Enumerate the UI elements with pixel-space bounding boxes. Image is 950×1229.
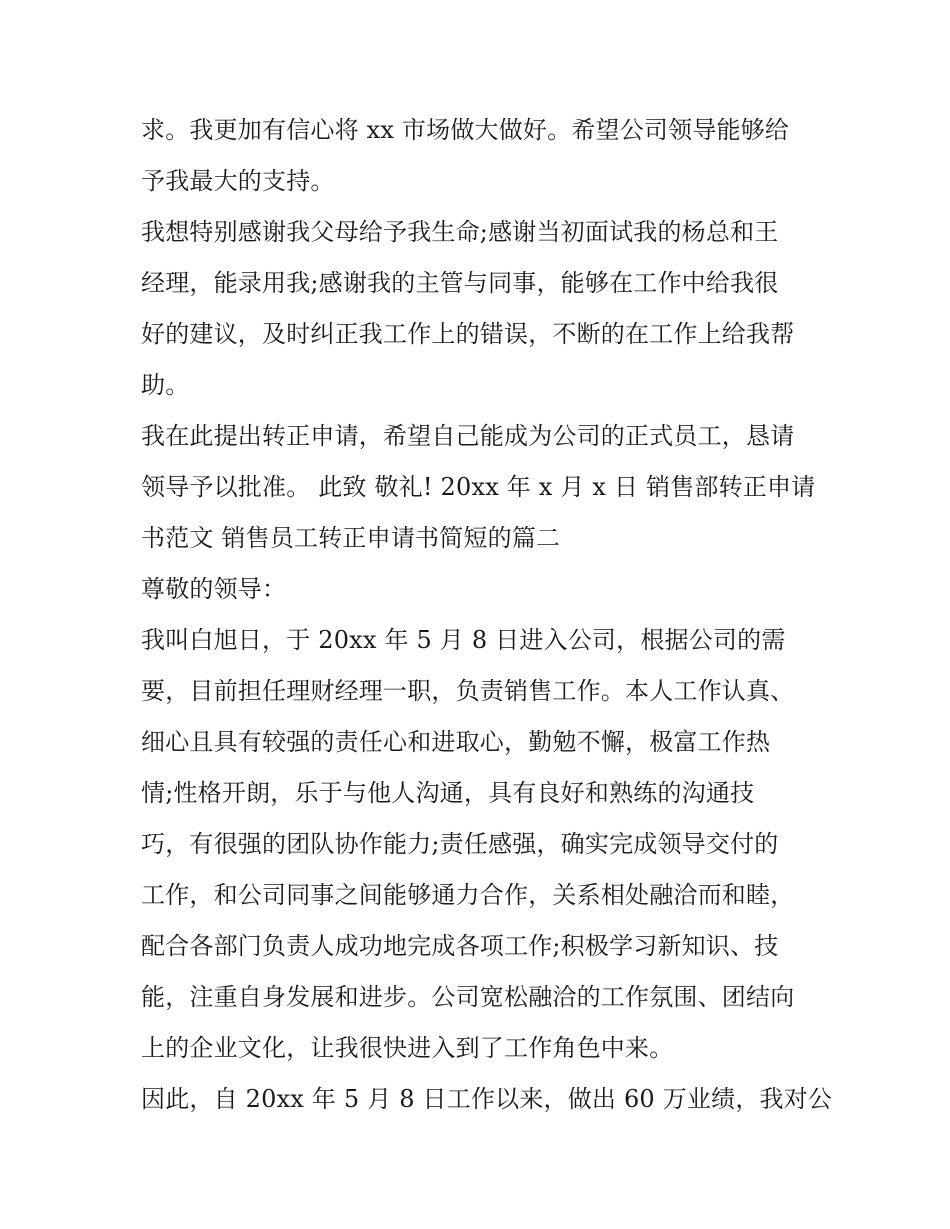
- text-line-13: 细心且具有较强的责任心和进取心，勤勉不懈，极富工作热: [141, 728, 771, 756]
- text-line-14: 情;性格开朗，乐于与他人沟通，具有良好和熟练的沟通技: [141, 779, 755, 807]
- text-line-2: 予我最大的支持。: [141, 167, 335, 195]
- text-line-19: 上的企业文化，让我很快进入到了工作角色中来。: [141, 1034, 674, 1062]
- text-line-8: 领导予以批准。 此致 敬礼! 20xx 年 x 月 x 日 销售部转正申请: [141, 473, 816, 501]
- text-line-10: 尊敬的领导：: [141, 575, 287, 603]
- text-line-7: 我在此提出转正申请，希望自己能成为公司的正式员工，恳请: [141, 422, 795, 450]
- text-line-1: 求。我更加有信心将 xx 市场做大做好。希望公司领导能够给: [141, 116, 790, 144]
- text-line-20: 因此，自 20xx 年 5 月 8 日工作以来，做出 60 万业绩，我对公: [141, 1085, 833, 1113]
- text-line-6: 助。: [141, 371, 190, 399]
- text-line-17: 配合各部门负责人成功地完成各项工作;积极学习新知识、技: [141, 932, 779, 960]
- text-line-15: 巧，有很强的团队协作能力;责任感强，确实完成领导交付的: [141, 830, 779, 858]
- text-line-9: 书范文 销售员工转正申请书简短的篇二: [141, 524, 561, 552]
- text-line-11: 我叫白旭日，于 20xx 年 5 月 8 日进入公司，根据公司的需: [141, 626, 786, 654]
- text-line-3: 我想特别感谢我父母给予我生命;感谢当初面试我的杨总和王: [141, 218, 779, 246]
- text-line-5: 好的建议，及时纠正我工作上的错误，不断的在工作上给我帮: [141, 320, 795, 348]
- text-line-4: 经理，能录用我;感谢我的主管与同事，能够在工作中给我很: [141, 269, 779, 297]
- text-line-12: 要，目前担任理财经理一职，负责销售工作。本人工作认真、: [141, 677, 795, 705]
- text-line-16: 工作，和公司同事之间能够通力合作，关系相处融洽而和睦，: [141, 881, 795, 909]
- text-line-18: 能，注重自身发展和进步。公司宽松融洽的工作氛围、团结向: [141, 983, 795, 1011]
